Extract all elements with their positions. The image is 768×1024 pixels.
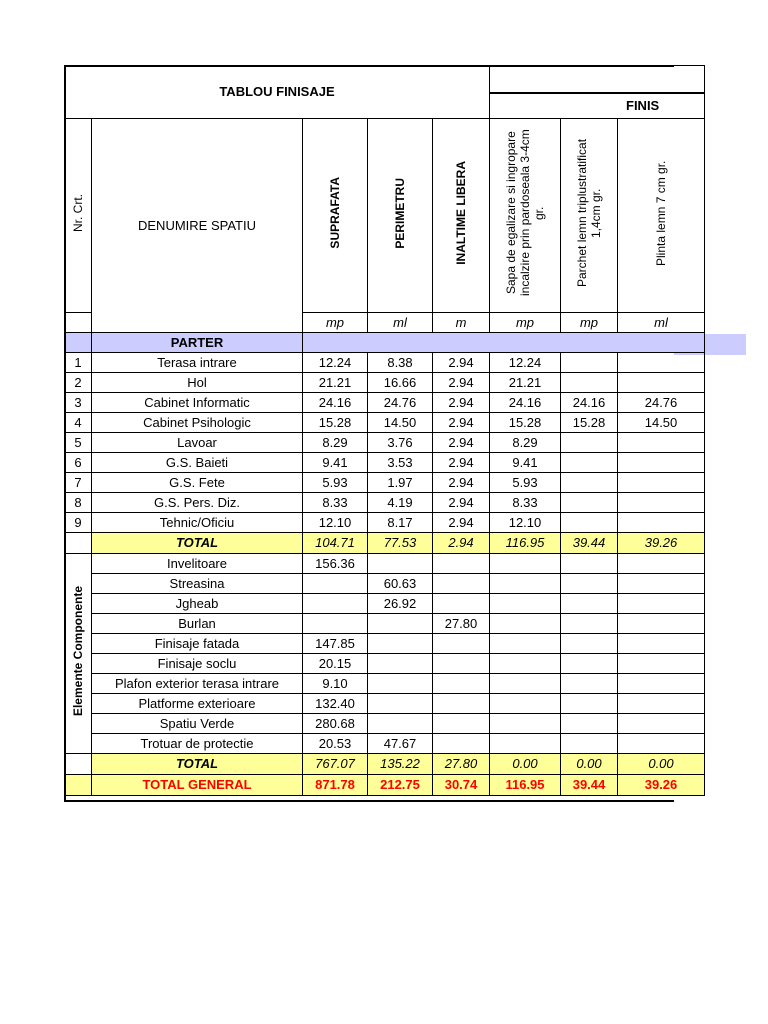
cell-value xyxy=(561,433,618,453)
cell-value xyxy=(561,594,618,614)
cell-value xyxy=(618,714,705,734)
cell-value xyxy=(368,694,433,714)
table-row xyxy=(65,634,705,654)
cell-value: 24.16 xyxy=(303,393,368,413)
row-number: 5 xyxy=(65,433,92,453)
cell-value: 2.94 xyxy=(433,493,490,513)
plinta-header: Plinta lemn 7 cm gr. xyxy=(618,119,705,313)
cell-value: 14.50 xyxy=(368,413,433,433)
cell-value xyxy=(433,634,490,654)
element-name: Finisaje fatada xyxy=(92,634,303,654)
cell-value: 9.41 xyxy=(303,453,368,473)
cell-value xyxy=(433,574,490,594)
table-row xyxy=(65,554,705,574)
table-title: TABLOU FINISAJE xyxy=(65,66,490,119)
suprafata-header: SUPRAFATA xyxy=(303,119,368,313)
cell-value: 147.85 xyxy=(303,634,368,654)
cell-value: 24.76 xyxy=(368,393,433,413)
room-name: Cabinet Psihologic xyxy=(92,413,303,433)
cell-value: 24.16 xyxy=(490,393,561,413)
cell-value xyxy=(561,473,618,493)
cell-value xyxy=(618,574,705,594)
cell-value xyxy=(368,714,433,734)
unit-suprafata: mp xyxy=(303,313,368,333)
cell-value xyxy=(618,614,705,634)
cell-value: 8.17 xyxy=(368,513,433,533)
table-row xyxy=(65,694,705,714)
cell-value xyxy=(490,614,561,634)
room-name: G.S. Pers. Diz. xyxy=(92,493,303,513)
table-row xyxy=(65,614,705,634)
element-name: Spatiu Verde xyxy=(92,714,303,734)
cell-value: 156.36 xyxy=(303,554,368,574)
total-elemente-suprafata: 767.07 xyxy=(303,754,368,775)
table-row xyxy=(65,393,705,413)
room-name: Lavoar xyxy=(92,433,303,453)
table-row xyxy=(65,413,705,433)
cell-value xyxy=(561,453,618,473)
element-name: Plafon exterior terasa intrare xyxy=(92,674,303,694)
cell-value: 26.92 xyxy=(368,594,433,614)
total-elemente-perimetru: 135.22 xyxy=(368,754,433,775)
unit-parchet: mp xyxy=(561,313,618,333)
row-number: 7 xyxy=(65,473,92,493)
cell-value xyxy=(368,614,433,634)
cell-value: 9.41 xyxy=(490,453,561,473)
cell-value: 2.94 xyxy=(433,393,490,413)
total-elemente-parchet: 0.00 xyxy=(561,754,618,775)
element-name: Platforme exterioare xyxy=(92,694,303,714)
cell-value: 8.33 xyxy=(303,493,368,513)
cell-value xyxy=(561,654,618,674)
cell-value: 12.24 xyxy=(490,353,561,373)
total-elemente-inaltime: 27.80 xyxy=(433,754,490,775)
total-parter-sapa: 116.95 xyxy=(490,533,561,554)
cell-value: 3.53 xyxy=(368,453,433,473)
cell-value xyxy=(433,654,490,674)
row-number: 8 xyxy=(65,493,92,513)
row-number: 4 xyxy=(65,413,92,433)
cell-value: 8.29 xyxy=(490,433,561,453)
element-name: Burlan xyxy=(92,614,303,634)
cell-value xyxy=(618,373,705,393)
cell-value xyxy=(490,654,561,674)
total-general-inaltime: 30.74 xyxy=(433,775,490,796)
cell-value: 21.21 xyxy=(303,373,368,393)
cell-value: 15.28 xyxy=(303,413,368,433)
finishes-table xyxy=(64,65,705,796)
cell-value: 2.94 xyxy=(433,433,490,453)
table-row xyxy=(65,594,705,614)
cell-value xyxy=(490,554,561,574)
table-row xyxy=(65,513,705,533)
element-name: Streasina xyxy=(92,574,303,594)
cell-value: 24.76 xyxy=(618,393,705,413)
cell-value: 20.53 xyxy=(303,734,368,754)
cell-value: 21.21 xyxy=(490,373,561,393)
unit-plinta: ml xyxy=(618,313,705,333)
cell-value xyxy=(618,594,705,614)
cell-value xyxy=(490,734,561,754)
total-parter-parchet: 39.44 xyxy=(561,533,618,554)
total-parter-label: TOTAL xyxy=(92,533,303,554)
cell-value xyxy=(490,694,561,714)
unit-perimetru: ml xyxy=(368,313,433,333)
total-parter-suprafata: 104.71 xyxy=(303,533,368,554)
finishes-sheet xyxy=(64,65,678,802)
cell-value: 4.19 xyxy=(368,493,433,513)
cell-value xyxy=(618,554,705,574)
total-general-plinta: 39.26 xyxy=(618,775,705,796)
cell-value xyxy=(618,674,705,694)
table-row xyxy=(65,674,705,694)
cell-value: 5.93 xyxy=(490,473,561,493)
sapa-header: Sapa de egalizare si ingropare incalzire prin pardoseala 3-4cm gr. xyxy=(490,119,561,313)
element-name: Trotuar de protectie xyxy=(92,734,303,754)
cell-value: 15.28 xyxy=(490,413,561,433)
cell-value xyxy=(303,614,368,634)
cell-value xyxy=(433,594,490,614)
elemente-side-label: Elemente Componente xyxy=(65,554,92,754)
cell-value: 132.40 xyxy=(303,694,368,714)
inaltime-header: INALTIME LIBERA xyxy=(433,119,490,313)
cell-value xyxy=(561,554,618,574)
table-row xyxy=(65,493,705,513)
table-row xyxy=(65,453,705,473)
parchet-header: Parchet lemn triplustratificat 1,4cm gr. xyxy=(561,119,618,313)
total-general-parchet: 39.44 xyxy=(561,775,618,796)
room-name: Tehnic/Oficiu xyxy=(92,513,303,533)
element-name: Finisaje soclu xyxy=(92,654,303,674)
table-row xyxy=(65,353,705,373)
room-name: Terasa intrare xyxy=(92,353,303,373)
cell-value: 2.94 xyxy=(433,473,490,493)
cell-value: 12.24 xyxy=(303,353,368,373)
cell-value xyxy=(561,734,618,754)
cell-value xyxy=(618,453,705,473)
cell-value xyxy=(303,574,368,594)
cell-value: 3.76 xyxy=(368,433,433,453)
cell-value xyxy=(433,674,490,694)
room-name: G.S. Fete xyxy=(92,473,303,493)
cell-value xyxy=(618,654,705,674)
total-general-perimetru: 212.75 xyxy=(368,775,433,796)
cell-value xyxy=(368,554,433,574)
room-name: Cabinet Informatic xyxy=(92,393,303,413)
cell-value: 2.94 xyxy=(433,373,490,393)
cell-value xyxy=(618,353,705,373)
cell-value xyxy=(618,493,705,513)
element-name: Jgheab xyxy=(92,594,303,614)
cell-value xyxy=(618,433,705,453)
cell-value: 8.38 xyxy=(368,353,433,373)
denumire-header: DENUMIRE SPATIU xyxy=(92,119,303,333)
section-parter: PARTER xyxy=(92,333,303,353)
cell-value xyxy=(490,634,561,654)
cell-value: 24.16 xyxy=(561,393,618,413)
cell-value xyxy=(561,614,618,634)
row-number: 9 xyxy=(65,513,92,533)
cell-value xyxy=(490,594,561,614)
cell-value xyxy=(561,714,618,734)
row-number: 6 xyxy=(65,453,92,473)
cell-value: 16.66 xyxy=(368,373,433,393)
total-general-sapa: 116.95 xyxy=(490,775,561,796)
cell-value: 47.67 xyxy=(368,734,433,754)
cell-value xyxy=(490,714,561,734)
cell-value xyxy=(433,734,490,754)
total-general-suprafata: 871.78 xyxy=(303,775,368,796)
finisaje-group-header: FINIS xyxy=(490,93,705,119)
cell-value xyxy=(368,654,433,674)
cell-value: 14.50 xyxy=(618,413,705,433)
table-row xyxy=(65,373,705,393)
total-parter-inaltime: 2.94 xyxy=(433,533,490,554)
cell-value xyxy=(303,594,368,614)
room-name: G.S. Baieti xyxy=(92,453,303,473)
total-elemente-sapa: 0.00 xyxy=(490,754,561,775)
room-name: Hol xyxy=(92,373,303,393)
cell-value xyxy=(490,674,561,694)
cell-value xyxy=(561,513,618,533)
cell-value: 12.10 xyxy=(490,513,561,533)
cell-value: 60.63 xyxy=(368,574,433,594)
table-row xyxy=(65,473,705,493)
row-number: 1 xyxy=(65,353,92,373)
cell-value xyxy=(618,734,705,754)
cell-value: 5.93 xyxy=(303,473,368,493)
cell-value: 1.97 xyxy=(368,473,433,493)
cell-value: 12.10 xyxy=(303,513,368,533)
cell-value xyxy=(618,513,705,533)
cell-value xyxy=(433,694,490,714)
cell-value xyxy=(561,353,618,373)
nr-crt-header: Nr. Crt. xyxy=(65,119,92,313)
total-elemente-plinta: 0.00 xyxy=(618,754,705,775)
cell-value xyxy=(618,694,705,714)
table-row xyxy=(65,574,705,594)
unit-inaltime: m xyxy=(433,313,490,333)
cell-value: 2.94 xyxy=(433,353,490,373)
row-number: 3 xyxy=(65,393,92,413)
element-name: Invelitoare xyxy=(92,554,303,574)
total-parter-perimetru: 77.53 xyxy=(368,533,433,554)
cell-value xyxy=(561,674,618,694)
total-general-label: TOTAL GENERAL xyxy=(92,775,303,796)
cell-value: 15.28 xyxy=(561,413,618,433)
cell-value: 8.29 xyxy=(303,433,368,453)
row-number: 2 xyxy=(65,373,92,393)
total-parter-plinta: 39.26 xyxy=(618,533,705,554)
table-row xyxy=(65,654,705,674)
cell-value xyxy=(561,694,618,714)
cell-value xyxy=(368,674,433,694)
cell-value: 20.15 xyxy=(303,654,368,674)
cell-value: 2.94 xyxy=(433,413,490,433)
cell-value: 280.68 xyxy=(303,714,368,734)
cell-value xyxy=(433,714,490,734)
cell-value xyxy=(561,634,618,654)
cell-value xyxy=(561,574,618,594)
total-elemente-label: TOTAL xyxy=(92,754,303,775)
cell-value: 2.94 xyxy=(433,513,490,533)
cell-value xyxy=(561,493,618,513)
cell-value: 9.10 xyxy=(303,674,368,694)
cell-value xyxy=(433,554,490,574)
unit-sapa: mp xyxy=(490,313,561,333)
cell-value xyxy=(490,574,561,594)
table-row xyxy=(65,433,705,453)
cell-value: 27.80 xyxy=(433,614,490,634)
perimetru-header: PERIMETRU xyxy=(368,119,433,313)
cell-value: 2.94 xyxy=(433,453,490,473)
table-row xyxy=(65,734,705,754)
cell-value xyxy=(561,373,618,393)
cell-value xyxy=(618,473,705,493)
table-row xyxy=(65,714,705,734)
cell-value: 8.33 xyxy=(490,493,561,513)
cell-value xyxy=(618,634,705,654)
cell-value xyxy=(368,634,433,654)
